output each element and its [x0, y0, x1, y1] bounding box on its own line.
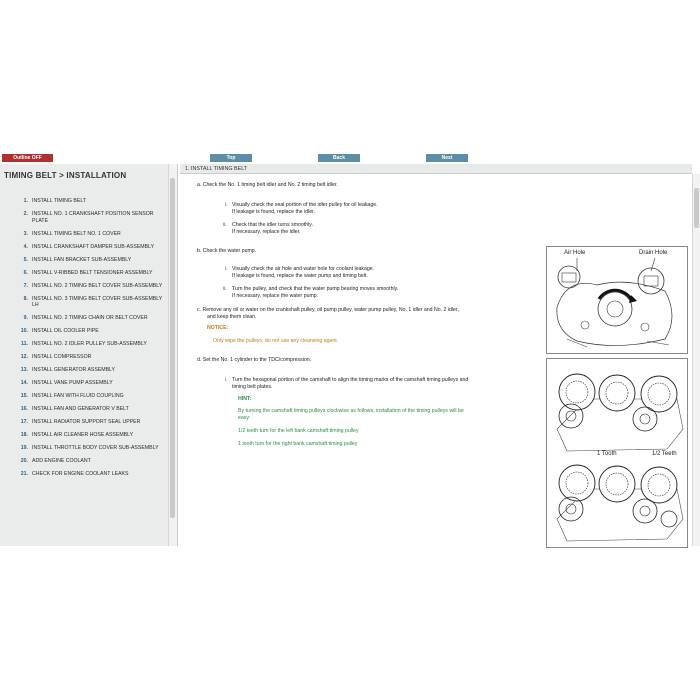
sidebar-item[interactable]	[0, 367, 168, 374]
sidebar-item-number: 17.	[20, 419, 28, 425]
step-a-ii: Check that the idler turns smoothly.	[232, 222, 313, 228]
half-teeth-label: 1/2 Teeth	[652, 451, 677, 457]
sidebar-item[interactable]	[0, 341, 168, 348]
sidebar-item-label: INSTALL V-RIBBED BELT TENSIONER ASSEMBLY	[32, 269, 153, 276]
step-a-i-2: If leakage is found, replace the idler.	[232, 209, 316, 215]
sidebar-item-label: INSTALL AIR CLEANER HOSE ASSEMBLY	[32, 432, 134, 438]
step-c: c. Remove any oil or water on the crankshaft pulley, oil pump pulley, water pump pulley, No. 1 idler and No. 2 idler,	[197, 307, 459, 313]
sidebar-item-label: INSTALL CRANKSHAFT DAMPER SUB-ASSEMBLY	[32, 243, 155, 250]
sidebar-item[interactable]	[0, 231, 168, 238]
camshaft-pulley-figure	[546, 358, 688, 548]
sidebar-item-label: INSTALL VANE PUMP ASSEMBLY	[32, 380, 113, 386]
step-d: d. Set the No. 1 cylinder to the TDC/compression.	[197, 357, 312, 363]
sidebar-scrollbar[interactable]	[168, 164, 177, 546]
sidebar-item[interactable]	[0, 257, 168, 264]
sidebar-item-label: INSTALL NO. 3 TIMING BELT COVER SUB-ASSEMBLY LH	[32, 295, 163, 308]
sidebar-item-number: 3.	[23, 230, 28, 237]
main-scrollbar[interactable]	[692, 174, 700, 546]
sidebar-item-number: 6.	[23, 269, 28, 276]
hint-text: By turning the camshaft timing pulleys clockwise as follows, installation of the timing pulleys will be	[238, 408, 464, 414]
sidebar-item-number: 14.	[20, 380, 28, 386]
sidebar-item-number: 13.	[20, 367, 28, 373]
step-a-i-num: i.	[225, 202, 228, 208]
sidebar-item-label: INSTALL TIMING BELT	[32, 198, 86, 204]
sidebar-item-label: INSTALL NO. 2 TIMING CHAIN OR BELT COVER	[32, 315, 148, 321]
sidebar-item-number: 1.	[23, 198, 28, 204]
sidebar-item[interactable]	[0, 211, 168, 224]
sidebar-item-number: 21.	[20, 471, 28, 477]
sidebar-item-number: 11.	[21, 341, 28, 347]
sidebar-item-label: INSTALL NO. 2 IDLER PULLEY SUB-ASSEMBLY	[32, 341, 147, 347]
step-a-ii-2: If necessary, replace the idler.	[232, 229, 301, 235]
step-b-ii-num: ii.	[223, 286, 227, 292]
sidebar-item-label: INSTALL COMPRESSOR	[32, 354, 92, 360]
sidebar-item[interactable]	[0, 283, 168, 290]
main-content	[180, 164, 700, 546]
sidebar-item-number: 20.	[20, 458, 28, 464]
top-button[interactable]: Top	[210, 154, 252, 162]
sidebar-item-number: 9.	[23, 315, 28, 321]
sidebar-item-label: INSTALL FAN BRACKET SUB-ASSEMBLY	[32, 256, 132, 263]
sidebar-item-label: INSTALL THROTTLE BODY COVER SUB-ASSEMBLY	[32, 445, 159, 451]
sidebar-item[interactable]	[0, 419, 168, 426]
step-a-i: Visually check the seal portion of the idler pulley for oil leakage.	[232, 202, 378, 208]
step-d-i-2: timing belt plates.	[232, 384, 273, 390]
section-title: 1. INSTALL TIMING BELT	[180, 164, 692, 174]
outline-toggle-button[interactable]: Outline OFF	[2, 154, 53, 162]
notice-text: Only wipe the pulleys; do not use any cleansing agent.	[213, 338, 339, 344]
sidebar-item-label: INSTALL GENERATOR ASSEMBLY	[32, 367, 116, 373]
sidebar-item-label: INSTALL NO. 1 CRANKSHAFT POSITION SENSOR PLATE	[32, 211, 154, 224]
sidebar-scroll-thumb[interactable]	[170, 178, 175, 518]
sidebar-item[interactable]	[0, 471, 168, 478]
next-button[interactable]: Next	[426, 154, 468, 162]
sidebar-title: TIMING BELT > INSTALLATION	[4, 171, 127, 180]
sidebar-item-number: 4.	[23, 243, 28, 250]
sidebar-item[interactable]	[0, 393, 168, 400]
notice-label: NOTICE:	[207, 325, 229, 331]
sidebar-item[interactable]	[0, 354, 168, 361]
sidebar-item[interactable]	[0, 244, 168, 251]
water-pump-drawing	[547, 247, 687, 353]
step-b-ii-2: If necessary, replace the water pump.	[232, 293, 319, 299]
hint-label: HINT:	[238, 396, 252, 402]
step-b-i-num: i.	[225, 266, 228, 272]
step-d-i-num: i.	[225, 377, 228, 383]
sidebar-item[interactable]	[0, 432, 168, 439]
top-toolbar	[0, 153, 700, 163]
sidebar-item[interactable]	[0, 380, 168, 387]
air-hole-label: Air Hole	[564, 250, 586, 256]
sidebar-item-number: 15.	[20, 393, 28, 399]
sidebar-item[interactable]	[0, 406, 168, 413]
sidebar-item-number: 19.	[20, 445, 28, 451]
sidebar-item[interactable]	[0, 328, 168, 335]
sidebar-item[interactable]	[0, 270, 168, 277]
drain-hole-label: Drain Hole	[639, 250, 668, 256]
step-c-2: and keep them clean.	[207, 314, 257, 320]
step-b-i-2: If leakage is found, replace the water pump and timing belt.	[232, 273, 368, 279]
sidebar-item-label: INSTALL NO. 2 TIMING BELT COVER SUB-ASSEMBLY	[32, 282, 163, 289]
sidebar-item[interactable]	[0, 198, 168, 205]
water-pump-figure	[546, 246, 688, 354]
sidebar-item-number: 5.	[23, 256, 28, 263]
step-a: a. Check the No. 1 timing belt idler and No. 2 timing belt idler.	[197, 182, 338, 188]
step-b-ii: Turn the pulley, and check that the water pump bearing moves smoothly.	[232, 286, 399, 292]
hint-left: 1/2 teeth turn for the left bank camshaft timing pulley	[238, 428, 359, 434]
sidebar-item[interactable]	[0, 458, 168, 465]
sidebar-item-label: INSTALL RADIATOR SUPPORT SEAL UPPER	[32, 419, 141, 425]
hint-text-2: easy:	[238, 415, 251, 421]
sidebar-item-label: INSTALL OIL COOLER PIPE	[32, 328, 99, 334]
step-b-i: Visually check the air hole and water hole for coolant leakage.	[232, 266, 375, 272]
sidebar-item-number: 18.	[20, 432, 28, 438]
step-d-i: Turn the hexagonal portion of the camshaft to align the timing marks of the camshaft timing pulleys and	[232, 377, 469, 383]
sidebar-item-number: 12.	[20, 354, 28, 360]
sidebar-item-number: 7.	[23, 282, 28, 289]
step-b: b. Check the water pump.	[197, 248, 257, 254]
sidebar-item-number: 2.	[23, 211, 28, 217]
sidebar-item-number: 10.	[20, 328, 28, 334]
sidebar	[0, 164, 178, 546]
one-tooth-label: 1 Tooth	[597, 451, 617, 457]
sidebar-item[interactable]	[0, 296, 168, 309]
main-scroll-thumb[interactable]	[694, 188, 699, 228]
sidebar-list	[0, 198, 168, 484]
sidebar-item-label: CHECK FOR ENGINE COOLANT LEAKS	[32, 471, 129, 477]
step-a-ii-num: ii.	[223, 222, 227, 228]
sidebar-item-label: ADD ENGINE COOLANT	[32, 458, 91, 464]
sidebar-item[interactable]	[0, 315, 168, 322]
hint-right: 1 tooth turn for the right bank camshaft timing pulley	[238, 441, 358, 447]
sidebar-item-number: 8.	[23, 295, 28, 302]
sidebar-item-label: INSTALL FAN WITH FLUID COUPLING	[32, 393, 124, 399]
sidebar-item-number: 16.	[20, 406, 28, 412]
sidebar-item-label: INSTALL FAN AND GENERATOR V BELT	[32, 406, 129, 412]
back-button[interactable]: Back	[318, 154, 360, 162]
sidebar-item-label: INSTALL TIMING BELT NO. 1 COVER	[32, 230, 121, 237]
sidebar-item[interactable]	[0, 445, 168, 452]
